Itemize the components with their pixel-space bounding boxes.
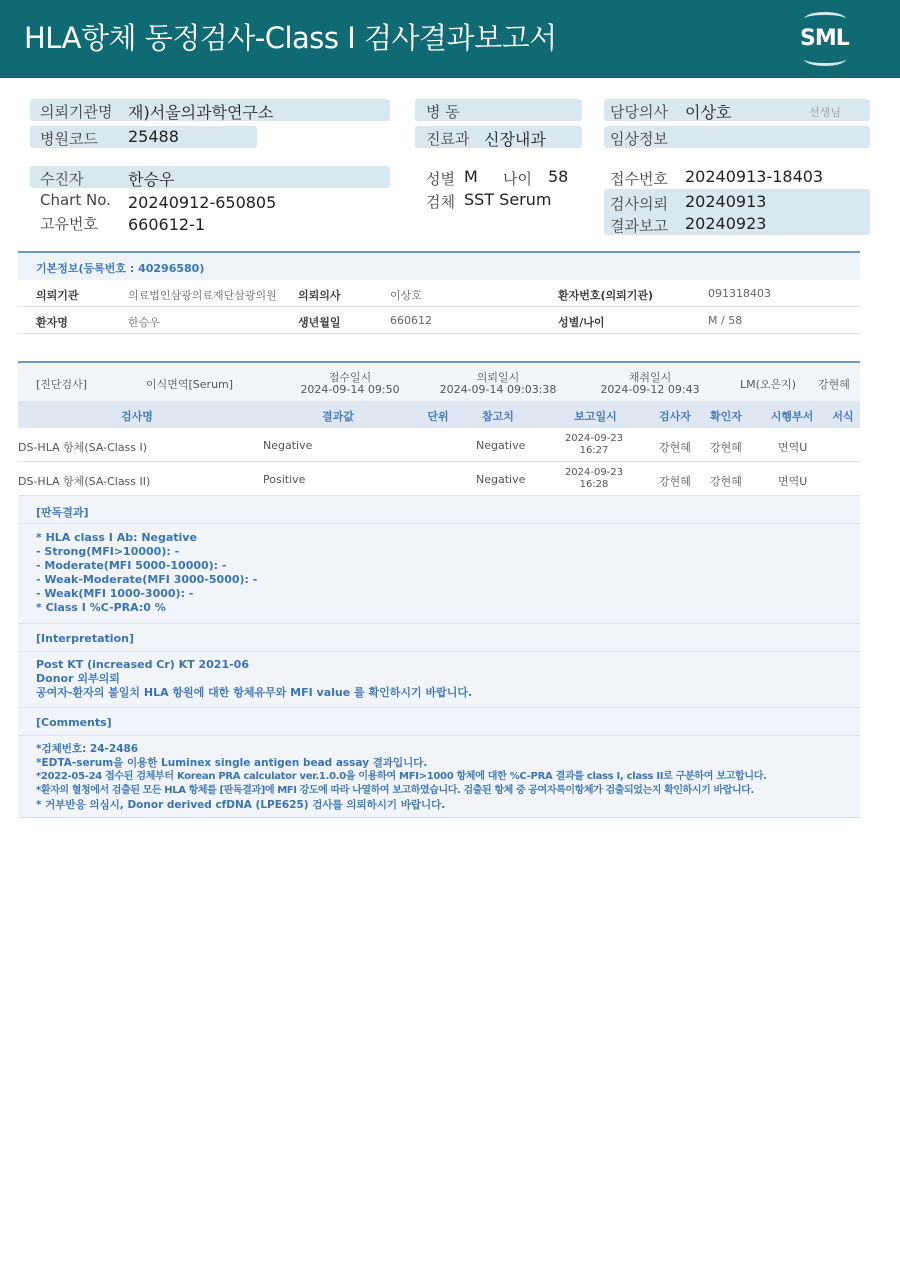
doctor-suffix: 선생님: [809, 106, 841, 119]
basic-label: 의뢰의사: [298, 289, 341, 302]
test-name: DS-HLA 항체(SA-Class I): [18, 441, 148, 454]
patient-value: 한승우: [128, 170, 175, 189]
comment-line: *검체번호: 24-2486: [36, 743, 139, 755]
col-form: 서식: [832, 410, 854, 423]
basic-value: 한승우: [128, 316, 160, 329]
clinical-label: 임상정보: [610, 130, 668, 148]
col-dept: 시행부서: [770, 410, 814, 423]
receipt-no-value: 20240913-18403: [685, 167, 824, 186]
interpretation-header: [18, 624, 860, 652]
unique-label: 고유번호: [40, 215, 98, 233]
judgement-header: [18, 496, 860, 524]
reference-value: Negative: [476, 473, 526, 486]
interpretation-body: [18, 652, 860, 708]
report-date-day: 2024-09-23: [564, 467, 624, 478]
comment-line: *환자의 혈청에서 검출된 모든 HLA 항체를 [판독결과]에 MFI 강도에 따라 나열하여 보고하였습니다. 검출된 항체 중 공여자특이항체가 검출되었는지 확인하시기 바랍니다.: [36, 785, 754, 796]
hospital-code-value: 25488: [128, 127, 179, 146]
institution-value: 재)서울의과학연구소: [128, 103, 274, 122]
basic-info-row: [18, 280, 860, 307]
comment-line: * 거부반응 의심시, Donor derived cfDNA (LPE625) 검사를 의뢰하시기 바랍니다.: [36, 799, 446, 811]
judgement-body: [18, 524, 860, 624]
report-date: [554, 433, 634, 457]
results-table-header: [18, 401, 860, 428]
basic-value: M / 58: [708, 314, 743, 327]
report-value: 20240923: [685, 214, 767, 233]
interpretation-line: Post KT (increased Cr) KT 2021-06: [36, 658, 249, 671]
doctor-label: 담당의사: [610, 103, 668, 121]
judgement-line: - Weak-Moderate(MFI 3000-5000): -: [36, 573, 258, 586]
exam-category: [진단검사]: [36, 378, 88, 391]
judgement-title: [판독결과]: [36, 506, 89, 519]
basic-label: 환자번호(의뢰기관): [558, 289, 654, 302]
basic-label: 생년월일: [298, 316, 341, 329]
request-value: 20240913: [685, 192, 767, 211]
comments-header: [18, 708, 860, 736]
dept-name: 면역U: [778, 441, 808, 454]
logo-text: SML: [800, 26, 849, 51]
result-value: Positive: [263, 473, 306, 486]
dept-value: 신장내과: [484, 130, 546, 149]
patient-label: 수진자: [40, 170, 84, 188]
col-test-name: 검사명: [121, 410, 153, 423]
specimen-label: 검체: [426, 193, 455, 211]
reference-value: Negative: [476, 439, 526, 452]
interpretation-line: 공여자-환자의 불일치 HLA 항원에 대한 항체유무와 MFI value 를 확인하시기 바랍니다.: [36, 686, 473, 699]
interpretation-title: [Interpretation]: [36, 632, 134, 645]
basic-label: 성별/나이: [558, 316, 605, 329]
report-title: HLA항체 동정검사-Class Ⅰ 검사결과보고서: [24, 21, 557, 55]
age-value: 58: [548, 167, 569, 186]
basic-label: 의뢰기관: [36, 289, 79, 302]
judgement-line: * HLA class I Ab: Negative: [36, 531, 197, 544]
sex-label: 성별: [426, 170, 455, 188]
receipt-no-label: 접수번호: [610, 170, 668, 188]
report-date-day: 2024-09-23: [564, 433, 624, 444]
receipt-datetime-label: 접수일시: [328, 371, 372, 384]
lm-name: LM(오은지): [740, 378, 797, 391]
basic-value: 의료법인삼광의료재단삼광의원: [128, 289, 277, 302]
col-checker: 확인자: [710, 410, 742, 423]
specimen-value: SST Serum: [464, 190, 552, 209]
ward-label: 병 동: [426, 103, 460, 121]
judgement-line: - Strong(MFI>10000): -: [36, 545, 180, 558]
basic-value: 660612: [390, 314, 432, 327]
request-datetime-value: 2024-09-14 09:03:38: [439, 383, 557, 396]
report-date: [554, 467, 634, 491]
report-date-time: 16:28: [579, 479, 609, 490]
sex-value: M: [464, 167, 478, 186]
comment-line: *EDTA-serum을 이용한 Luminex single antigen bead assay 결과입니다.: [36, 757, 428, 769]
request-label: 검사의뢰: [610, 195, 668, 213]
exam-department: 이식면역[Serum]: [146, 378, 234, 391]
age-label: 나이: [503, 170, 532, 188]
judgement-line: * Class I %C-PRA:0 %: [36, 601, 166, 614]
col-reference: 참고치: [482, 410, 514, 423]
judgement-line: - Weak(MFI 1000-3000): -: [36, 587, 194, 600]
judgement-line: - Moderate(MFI 5000-10000): -: [36, 559, 227, 572]
basic-info-header: [18, 253, 860, 280]
collect-datetime-value: 2024-09-12 09:43: [600, 383, 700, 396]
logo-arc-top: [804, 12, 846, 26]
doctor-value: 이상호: [685, 103, 732, 122]
tester-name: 강현혜: [659, 475, 691, 488]
sml-logo: [796, 12, 854, 66]
table-row: [18, 462, 860, 496]
results-person: 강현혜: [818, 378, 850, 391]
unique-value: 660612-1: [128, 215, 206, 234]
comments-title: [Comments]: [36, 716, 112, 729]
checker-name: 강현혜: [710, 441, 742, 454]
tester-name: 강현혜: [659, 441, 691, 454]
dept-label: 진료과: [426, 130, 470, 148]
basic-value: 091318403: [708, 287, 771, 300]
institution-label: 의뢰기관명: [40, 103, 113, 121]
receipt-datetime-value: 2024-09-14 09:50: [300, 383, 400, 396]
patient-row: [30, 166, 390, 188]
checker-name: 강현혜: [710, 475, 742, 488]
logo-arc-bottom: [804, 52, 846, 66]
comments-body: [18, 736, 860, 818]
collect-datetime-label: 채취일시: [628, 371, 672, 384]
interpretation-line: Donor 외부의뢰: [36, 672, 120, 685]
basic-info-row: [18, 307, 860, 334]
comment-line: *2022-05-24 접수된 검체부터 Korean PRA calculator ver.1.0.0을 이용하여 MFI>1000 항체에 대한 %C-PRA 결과를 class I, class II로 구분하여 보고합니다.: [36, 771, 767, 782]
hospital-code-label: 병원코드: [40, 130, 98, 148]
col-unit: 단위: [427, 410, 449, 423]
report-label: 결과보고: [610, 217, 668, 235]
basic-info-title: 기본정보(등록번호 : 40296580): [36, 262, 205, 275]
col-tester: 검사자: [659, 410, 691, 423]
report-date-time: 16:27: [579, 445, 609, 456]
basic-label: 환자명: [36, 316, 68, 329]
request-datetime-label: 의뢰일시: [476, 371, 520, 384]
test-name: DS-HLA 항체(SA-Class II): [18, 475, 151, 488]
dept-name: 면역U: [778, 475, 808, 488]
report-header: [0, 0, 900, 78]
table-row: [18, 428, 860, 462]
chart-value: 20240912-650805: [128, 193, 277, 212]
result-value: Negative: [263, 439, 313, 452]
basic-value: 이상호: [390, 289, 422, 302]
results-info-bar: [18, 363, 860, 401]
col-result: 결과값: [322, 410, 354, 423]
chart-label: Chart No.: [40, 191, 111, 209]
col-report-date: 보고일시: [574, 410, 617, 423]
